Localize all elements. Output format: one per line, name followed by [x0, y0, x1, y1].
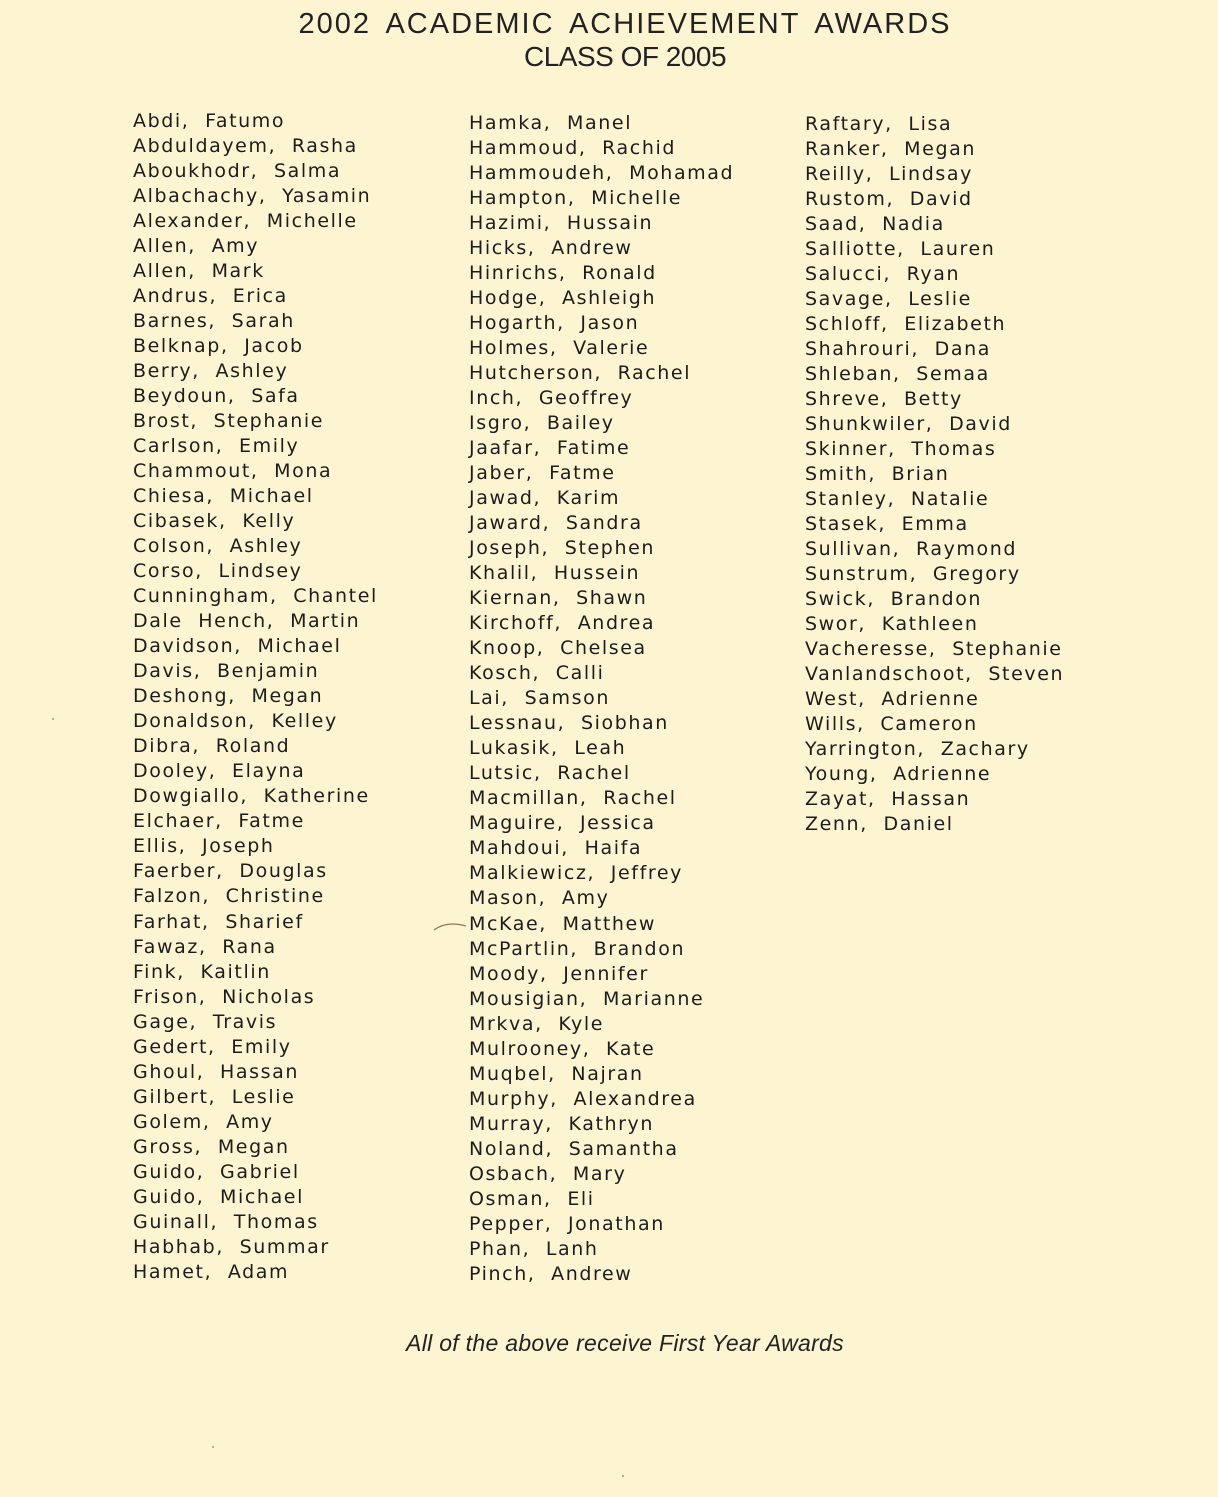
- student-name: Dibra, Roland: [133, 735, 291, 758]
- student-name: Pinch, Andrew: [469, 1262, 633, 1285]
- student-name: Inch, Geoffrey: [469, 387, 634, 410]
- student-name: Fawaz, Rana: [133, 935, 277, 958]
- student-name: Albachachy, Yasamin: [133, 185, 372, 208]
- student-name: Hinrichs, Ronald: [469, 262, 657, 285]
- student-name: Shreve, Betty: [805, 388, 963, 411]
- student-name: Joseph, Stephen: [469, 537, 656, 560]
- student-name: Faerber, Douglas: [133, 860, 328, 883]
- student-name: Shleban, Semaa: [805, 363, 990, 386]
- student-name: Donaldson, Kelley: [133, 710, 338, 733]
- student-name: Savage, Leslie: [805, 288, 972, 311]
- student-name: Pepper, Jonathan: [469, 1212, 665, 1235]
- student-name: Gedert, Emily: [133, 1035, 292, 1058]
- student-name: Corso, Lindsey: [133, 560, 303, 583]
- student-name: Abdi, Fatumo: [133, 110, 286, 132]
- student-name: Noland, Samantha: [469, 1137, 679, 1160]
- student-name: Osman, Eli: [469, 1187, 595, 1210]
- student-name: Zayat, Hassan: [805, 788, 971, 811]
- student-name: McPartlin, Brandon: [469, 937, 686, 960]
- student-name: Vanlandschoot, Steven: [805, 663, 1065, 686]
- student-name: Aboukhodr, Salma: [133, 160, 342, 183]
- student-name: Elchaer, Fatme: [133, 810, 305, 833]
- paper-speck: [52, 718, 54, 720]
- document-title: 2002 ACADEMIC ACHIEVEMENT AWARDS: [298, 8, 952, 40]
- student-name: Kosch, Calli: [469, 662, 605, 685]
- student-name: Shunkwiler, David: [805, 413, 1012, 436]
- student-name: Kiernan, Shawn: [469, 587, 648, 610]
- student-name: Vacheresse, Stephanie: [805, 638, 1063, 661]
- student-name: Mousigian, Marianne: [469, 987, 705, 1010]
- student-name: Moody, Jennifer: [469, 962, 649, 985]
- student-name: Barnes, Sarah: [133, 310, 295, 333]
- student-name: Stasek, Emma: [805, 513, 969, 536]
- student-name: Kirchoff, Andrea: [469, 612, 656, 635]
- student-name: Davidson, Michael: [133, 635, 342, 658]
- student-name: Murray, Kathryn: [469, 1112, 655, 1135]
- student-name: Mulrooney, Kate: [469, 1037, 656, 1060]
- student-name: Isgro, Bailey: [469, 412, 615, 435]
- student-name: Hamka, Manel: [469, 112, 633, 134]
- student-name: Schloff, Elizabeth: [805, 313, 1007, 336]
- student-name: Guinall, Thomas: [133, 1210, 319, 1233]
- student-name: Smith, Brian: [805, 463, 950, 486]
- student-name: Mrkva, Kyle: [469, 1012, 605, 1035]
- student-name: Jaafar, Fatime: [469, 437, 631, 460]
- student-name: Dooley, Elayna: [133, 760, 306, 783]
- student-name: Dowgiallo, Katherine: [133, 785, 370, 808]
- student-name: Cibasek, Kelly: [133, 510, 296, 533]
- student-name: Abduldayem, Rasha: [133, 135, 358, 158]
- student-name: Lutsic, Rachel: [469, 762, 631, 785]
- paper-speck: [622, 1475, 624, 1477]
- student-name: Brost, Stephanie: [133, 410, 325, 433]
- student-name: Rustom, David: [805, 188, 973, 211]
- student-name: Colson, Ashley: [133, 535, 303, 558]
- paper-speck: [212, 1446, 214, 1448]
- student-name: Macmillan, Rachel: [469, 787, 677, 810]
- student-name: Ghoul, Hassan: [133, 1060, 300, 1083]
- student-name: Farhat, Sharief: [133, 910, 304, 933]
- student-name: Ranker, Megan: [805, 138, 977, 161]
- student-name: West, Adrienne: [805, 688, 980, 711]
- student-name: Salucci, Ryan: [805, 263, 961, 286]
- student-name: Young, Adrienne: [805, 763, 992, 786]
- student-name: Jaber, Fatme: [469, 462, 616, 485]
- student-name: Swick, Brandon: [805, 588, 983, 611]
- student-name: Cunningham, Chantel: [133, 585, 378, 608]
- student-name: Guido, Gabriel: [133, 1160, 300, 1183]
- student-name: Mason, Amy: [469, 887, 610, 910]
- student-name: Maguire, Jessica: [469, 812, 656, 835]
- student-name: Carlson, Emily: [133, 435, 300, 458]
- student-name: Holmes, Valerie: [469, 337, 650, 360]
- student-name: Beydoun, Safa: [133, 385, 300, 408]
- student-name: Hicks, Andrew: [469, 237, 633, 260]
- awards-footnote: All of the above receive First Year Awards: [406, 1330, 844, 1356]
- student-name: Hampton, Michelle: [469, 187, 682, 210]
- student-name: Lukasik, Leah: [469, 737, 627, 760]
- student-name: Jawad, Karim: [469, 487, 621, 510]
- student-name: Gage, Travis: [133, 1010, 278, 1033]
- student-name: Hammoudeh, Mohamad: [469, 162, 735, 185]
- student-name: Falzon, Christine: [133, 885, 325, 908]
- student-name: Gilbert, Leslie: [133, 1085, 296, 1108]
- student-name: Golem, Amy: [133, 1110, 274, 1133]
- student-name: Raftary, Lisa: [805, 113, 953, 135]
- student-name: Guido, Michael: [133, 1185, 304, 1208]
- student-name: Hodge, Ashleigh: [469, 287, 657, 310]
- student-name: Sunstrum, Gregory: [805, 563, 1021, 586]
- student-name: Murphy, Alexandrea: [469, 1087, 697, 1110]
- student-name: Skinner, Thomas: [805, 438, 997, 461]
- student-name: McKae, Matthew: [469, 912, 656, 935]
- student-name: Zenn, Daniel: [805, 813, 954, 836]
- student-name: Khalil, Hussein: [469, 562, 641, 585]
- student-name: Berry, Ashley: [133, 360, 289, 383]
- student-name: Alexander, Michelle: [133, 210, 358, 233]
- student-name: Malkiewicz, Jeffrey: [469, 862, 684, 885]
- student-name: Habhab, Summar: [133, 1235, 330, 1258]
- student-name: Deshong, Megan: [133, 685, 324, 708]
- student-name: Allen, Amy: [133, 235, 260, 258]
- student-name: Hamet, Adam: [133, 1260, 290, 1283]
- student-name: Belknap, Jacob: [133, 335, 304, 358]
- student-name: Davis, Benjamin: [133, 660, 320, 683]
- student-name: Mahdoui, Haifa: [469, 837, 643, 860]
- names-column-2: [469, 111, 734, 1287]
- student-name: Jaward, Sandra: [469, 512, 643, 535]
- student-name: Hammoud, Rachid: [469, 137, 677, 160]
- student-name: Muqbel, Najran: [469, 1062, 644, 1085]
- student-name: Frison, Nicholas: [133, 985, 316, 1008]
- student-name: Ellis, Joseph: [133, 835, 275, 858]
- pen-mark: [432, 920, 468, 934]
- student-name: Knoop, Chelsea: [469, 637, 647, 660]
- document-subtitle: CLASS OF 2005: [523, 41, 727, 72]
- student-name: Stanley, Natalie: [805, 488, 990, 511]
- student-name: Sullivan, Raymond: [805, 538, 1018, 561]
- student-name: Allen, Mark: [133, 260, 265, 283]
- student-name: Gross, Megan: [133, 1135, 290, 1158]
- student-name: Hazimi, Hussain: [469, 212, 654, 235]
- student-name: Swor, Kathleen: [805, 613, 979, 636]
- names-column-3: [805, 112, 1064, 837]
- student-name: Chammout, Mona: [133, 460, 333, 483]
- student-name: Saad, Nadia: [805, 213, 945, 236]
- student-name: Fink, Kaitlin: [133, 960, 271, 983]
- student-name: Lessnau, Siobhan: [469, 712, 669, 735]
- student-name: Phan, Lanh: [469, 1237, 599, 1260]
- names-column-1: [133, 109, 378, 1285]
- student-name: Wills, Cameron: [805, 713, 978, 736]
- student-name: Hutcherson, Rachel: [469, 362, 692, 385]
- student-name: Yarrington, Zachary: [805, 738, 1030, 761]
- student-name: Osbach, Mary: [469, 1162, 627, 1185]
- student-name: Reilly, Lindsay: [805, 163, 973, 186]
- student-name: Hogarth, Jason: [469, 312, 640, 335]
- student-name: Lai, Samson: [469, 687, 610, 710]
- student-name: Dale Hench, Martin: [133, 610, 361, 633]
- student-name: Chiesa, Michael: [133, 485, 314, 508]
- student-name: Salliotte, Lauren: [805, 238, 996, 261]
- student-name: Andrus, Erica: [133, 285, 288, 308]
- student-name: Shahrouri, Dana: [805, 338, 991, 361]
